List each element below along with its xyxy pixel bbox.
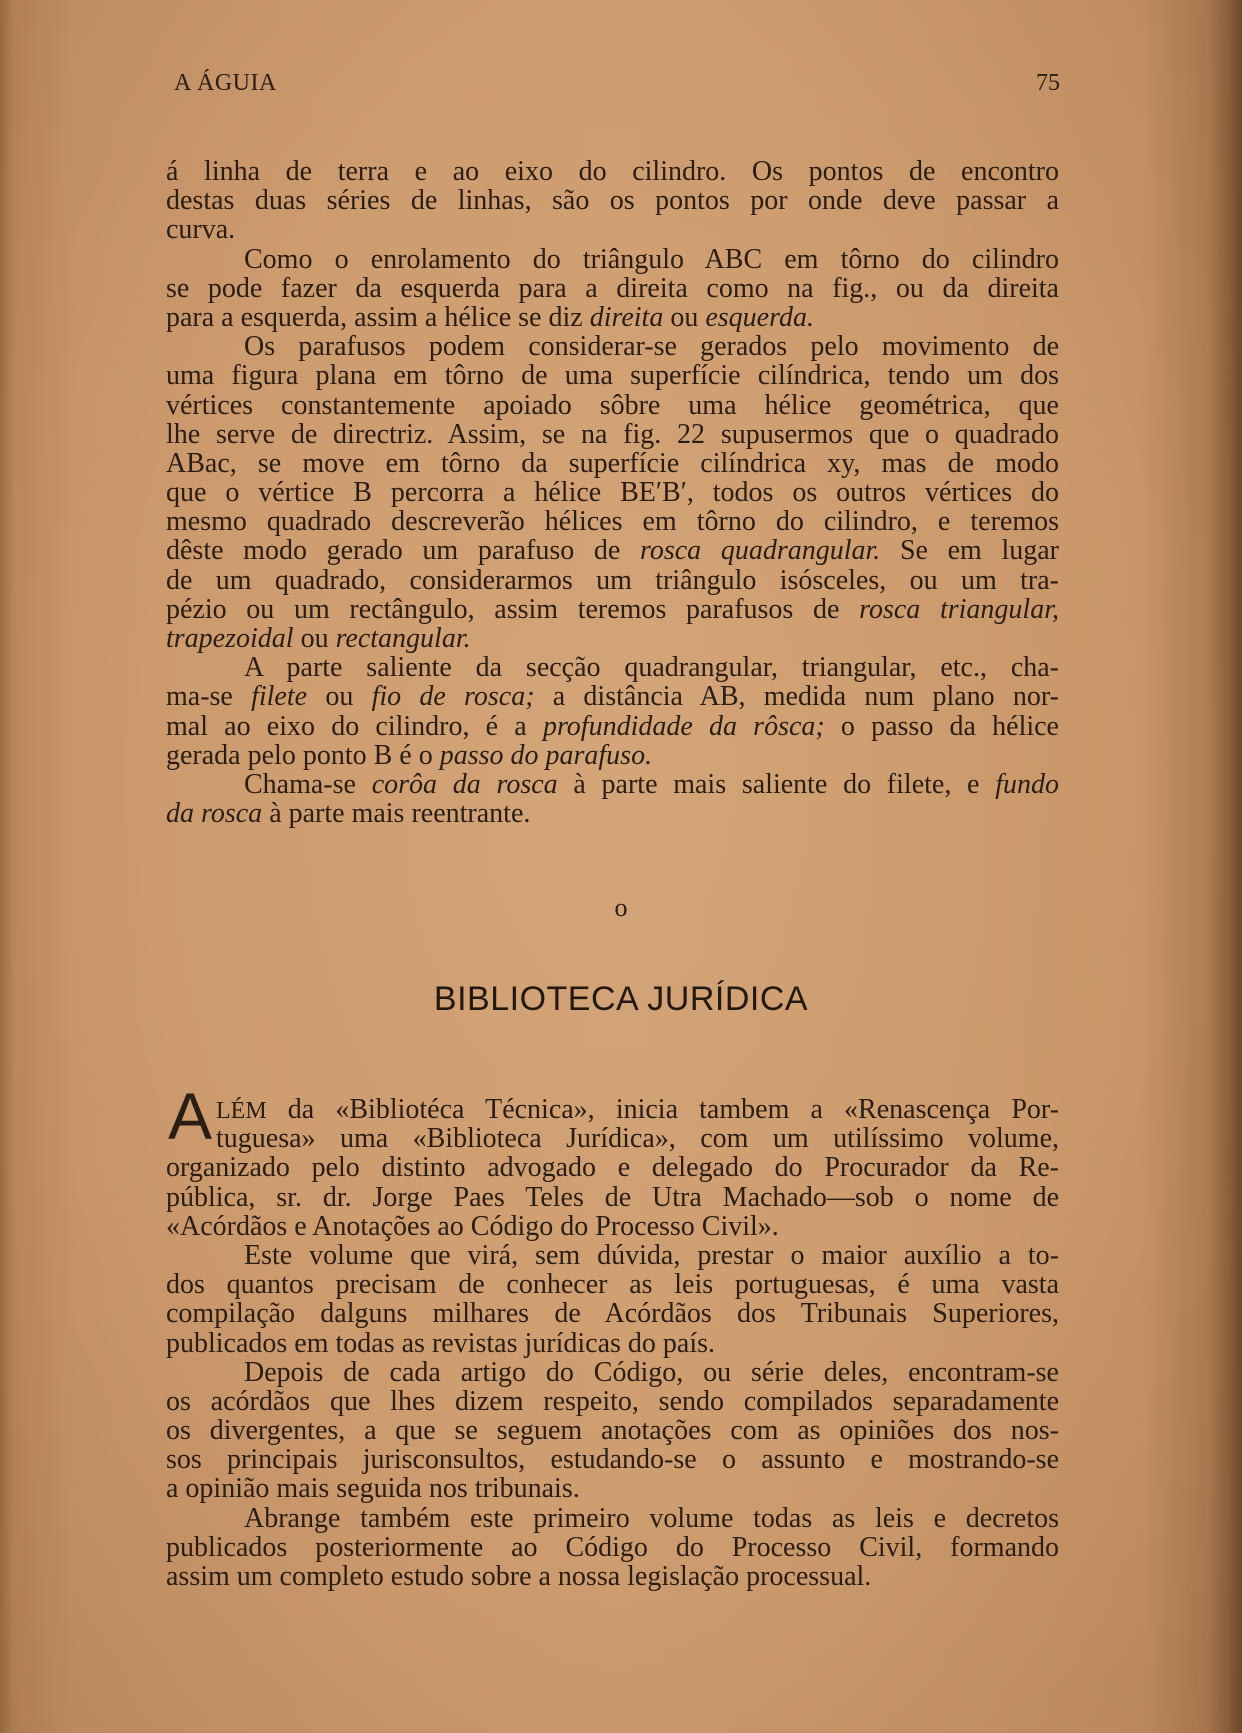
text-line: trapezoidal ou rectangular. (166, 624, 471, 654)
article-text-block (166, 157, 1059, 828)
text-line: pézio ou um rectângulo, assim teremos parafusos de rosca triangular, (166, 594, 1059, 624)
page-edge-shadow-left (0, 0, 14, 1733)
text-line: gerada pelo ponto B é o passo do parafuso. (166, 740, 653, 770)
text-line: uma figura plana em tôrno de uma superfície cilíndrica, tendo um dos (166, 361, 1059, 391)
page-edge-shadow-right (1208, 0, 1242, 1733)
text-line: compilação dalguns milhares de Acórdãos dos Tribunais Superiores, (166, 1299, 1059, 1329)
text-line: publicados em todas as revistas jurídicas do país. (166, 1328, 715, 1358)
text-line: pública, sr. dr. Jorge Paes Teles de Utra Machado—sob o nome de (166, 1182, 1059, 1212)
text-line: mesmo quadrado descreverão hélices em tôrno do cilindro, e teremos (166, 507, 1059, 537)
drop-cap: A (168, 1079, 213, 1153)
text-line: publicados posteriormente ao Código do Processo Civil, formando (166, 1532, 1059, 1562)
text-line (166, 1095, 1059, 1124)
text-line: á linha de terra e ao eixo do cilindro. Os pontos de encontro (166, 157, 1059, 187)
page-number: 75 (1036, 70, 1060, 96)
text-line: Este volume que virá, sem dúvida, prestar o maior auxílio a to- (244, 1240, 1059, 1271)
text-line: assim um completo estudo sobre a nossa legislação processual. (166, 1562, 872, 1592)
text-line: dos quantos precisam de conhecer as leis portuguesas, é uma vasta (166, 1270, 1059, 1300)
text-line: da rosca à parte mais reentrante. (166, 799, 531, 829)
text-line: vértices constantemente apoiado sôbre uma hélice geométrica, que (166, 390, 1059, 420)
text-line: Os parafusos podem considerar-se gerados pelo movimento de (244, 332, 1059, 362)
text-line: A parte saliente da secção quadrangular, triangular, etc., cha- (244, 653, 1059, 683)
text-line: de um quadrado, considerarmos um triângulo isósceles, ou um tra- (166, 565, 1059, 595)
text-line: Depois de cada artigo do Código, ou série deles, encontram-se (244, 1357, 1059, 1387)
text-line: que o vértice B percorra a hélice BE′B′, todos os outros vértices do (166, 478, 1059, 508)
text-line: a opinião mais seguida nos tribunais. (166, 1474, 580, 1504)
text-line: para a esquerda, assim a hélice se diz direita ou esquerda. (166, 302, 814, 333)
running-head: A ÁGUIA (174, 70, 277, 96)
text-line: dêste modo gerado um parafuso de rosca quadrangular. Se em lugar (166, 536, 1059, 566)
text-line: curva. (166, 215, 236, 245)
text-line: os acórdãos que lhes dizem respeito, sendo compilados separadamente (166, 1386, 1059, 1417)
text-line: Abrange também este primeiro volume todas as leis e decretos (244, 1503, 1059, 1533)
text-line: ma-se filete ou fio de rosca; a distância AB, medida num plano nor- (166, 682, 1059, 712)
section-title: BIBLIOTECA JURÍDICA (433, 980, 809, 1018)
text-line: os divergentes, a que se seguem anotações com as opiniões dos nos- (166, 1416, 1059, 1446)
article-text-block (166, 1095, 1059, 1591)
text-line: se pode fazer da esquerda para a direita como na fig., ou da direita (166, 273, 1059, 303)
text-line: sos principais jurisconsultos, estudando-se o assunto e mostrando-se (166, 1445, 1059, 1475)
text-line: ABac, se move em tôrno da superfície cilíndrica xy, mas de modo (166, 448, 1059, 479)
text-line: tuguesa» uma «Biblioteca Jurídica», com um utilíssimo volume, (216, 1124, 1059, 1154)
text-line: destas duas séries de linhas, são os pontos por onde deve passar a (166, 186, 1059, 216)
text-line: Chama-se corôa da rosca à parte mais saliente do filete, e fundo (244, 769, 1059, 800)
text-line: Como o enrolamento do triângulo ABC em tôrno do cilindro (244, 244, 1059, 274)
text-line: lhe serve de directriz. Assim, se na fig. 22 supusermos que o quadrado (166, 419, 1059, 449)
text-line: mal ao eixo do cilindro, é a profundidade da rôsca; o passo da hélice (166, 711, 1059, 741)
text-line: «Acórdãos e Anotações ao Código do Processo Civil». (166, 1211, 779, 1241)
smallcaps-word: LÉM (216, 1098, 267, 1124)
text-line: organizado pelo distinto advogado e delegado do Procurador da Re- (166, 1153, 1059, 1183)
section-separator: o (614, 893, 628, 922)
text-fragment: da «Bibliotéca Técnica», inicia tambem a «Renascença Por- (266, 1095, 1059, 1125)
